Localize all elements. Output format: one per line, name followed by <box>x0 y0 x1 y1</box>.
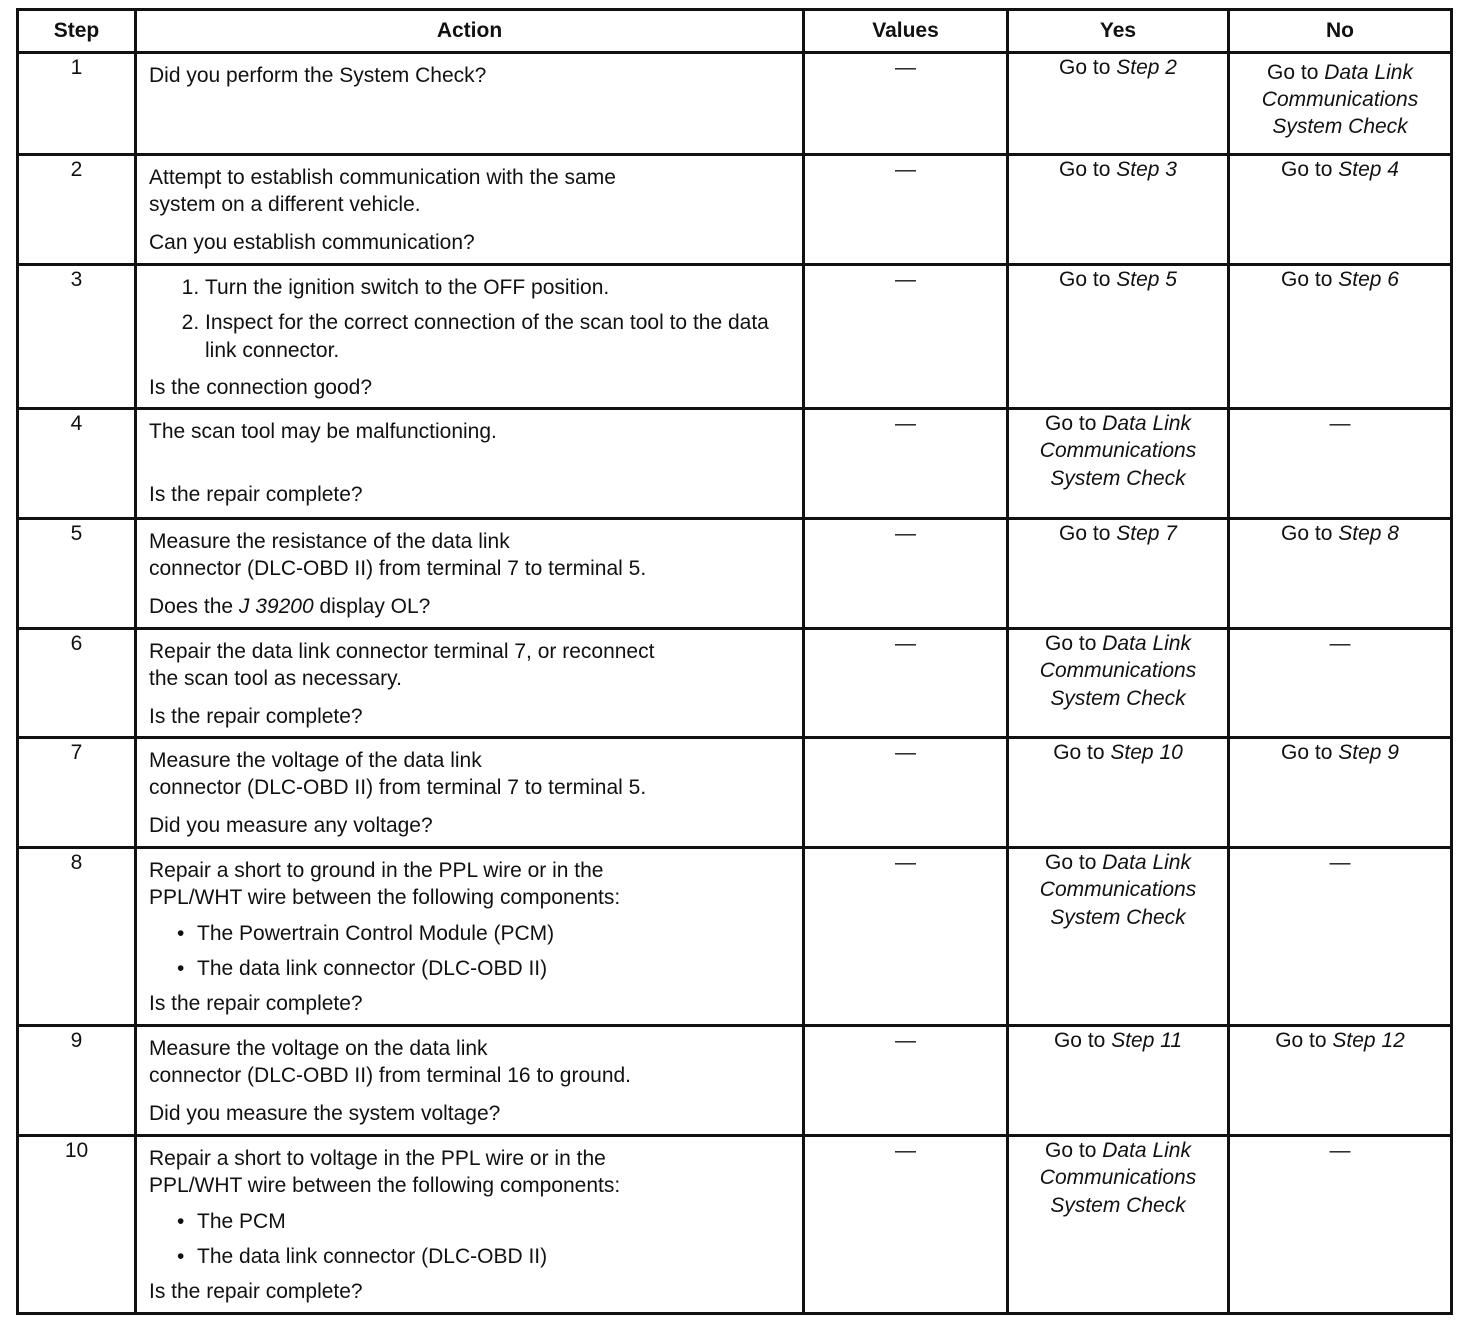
bullet-list <box>149 1208 790 1271</box>
table-row <box>18 738 1452 848</box>
action-cell <box>136 265 804 409</box>
yes-cell <box>1008 1026 1229 1136</box>
go-to-label: Go to <box>1045 1139 1097 1163</box>
no-cell <box>1229 738 1452 848</box>
yes-target: Step 10 <box>1110 741 1183 765</box>
go-to-label: Go to <box>1059 522 1111 546</box>
go-to-label: Go to <box>1275 1029 1327 1053</box>
step-number: 10 <box>18 1136 136 1313</box>
action-text: Measure the voltage on the data link connector (DLC-OBD II) from terminal 16 to ground. <box>149 1037 632 1088</box>
yes-cell <box>1008 265 1229 409</box>
values-cell: — <box>804 519 1008 629</box>
action-cell <box>136 848 804 1026</box>
yes-cell <box>1008 409 1229 519</box>
table-row <box>18 848 1452 1026</box>
step-number: 5 <box>18 519 136 629</box>
question-pre: Does the <box>149 594 239 618</box>
no-cell <box>1229 155 1452 265</box>
action-text: Measure the resistance of the data link connector (DLC-OBD II) from terminal 7 to terminal 5. <box>149 530 647 581</box>
step-number: 2 <box>18 155 136 265</box>
no-cell: — <box>1229 1136 1452 1313</box>
action-question <box>149 593 790 620</box>
go-to-label: Go to <box>1045 412 1097 436</box>
no-cell <box>1229 265 1452 409</box>
header-yes: Yes <box>1008 10 1229 53</box>
yes-target: Step 7 <box>1116 522 1177 546</box>
action-cell <box>136 738 804 848</box>
table-row <box>18 519 1452 629</box>
no-cell <box>1229 1026 1452 1136</box>
action-text: Measure the voltage of the data link connector (DLC-OBD II) from terminal 7 to terminal 5. <box>149 749 647 800</box>
action-text: Attempt to establish communication with the same system on a different vehicle. <box>149 166 616 217</box>
go-to-label: Go to <box>1045 851 1097 875</box>
table-row <box>18 155 1452 265</box>
values-cell: — <box>804 848 1008 1026</box>
action-question: Did you measure any voltage? <box>149 813 433 837</box>
yes-cell <box>1008 155 1229 265</box>
bullet-list <box>149 920 790 983</box>
go-to-label: Go to <box>1281 158 1333 181</box>
step-number: 1 <box>18 53 136 155</box>
yes-target: Step 11 <box>1111 1029 1183 1053</box>
no-cell: — <box>1229 409 1452 519</box>
yes-cell <box>1008 519 1229 629</box>
yes-cell <box>1008 629 1229 738</box>
action-question: Is the repair complete? <box>149 992 363 1016</box>
go-to-label: Go to <box>1267 60 1319 84</box>
step-number: 9 <box>18 1026 136 1136</box>
header-step: Step <box>18 10 136 53</box>
values-cell: — <box>804 629 1008 738</box>
action-text: Repair a short to voltage in the PPL wire or in the PPL/WHT wire between the following components: <box>149 1147 621 1198</box>
action-text: The scan tool may be malfunctioning. <box>149 420 497 444</box>
yes-target: Step 3 <box>1116 158 1177 181</box>
list-item: • The data link connector (DLC-OBD II) <box>197 1243 790 1270</box>
no-cell: — <box>1229 629 1452 738</box>
action-text: Repair the data link connector terminal 7, or reconnect the scan tool as necessary. <box>149 640 655 691</box>
action-cell <box>136 53 804 155</box>
list-item: 1. Turn the ignition switch to the OFF position. <box>205 274 790 301</box>
table-row <box>18 629 1452 738</box>
header-values: Values <box>804 10 1008 53</box>
no-target: Step 8 <box>1338 522 1399 546</box>
yes-cell <box>1008 53 1229 155</box>
yes-cell <box>1008 1136 1229 1313</box>
step-number: 7 <box>18 738 136 848</box>
action-question: Is the repair complete? <box>149 704 363 728</box>
go-to-label: Go to <box>1281 522 1333 546</box>
yes-target: Data Link Communications System Check <box>1039 632 1197 710</box>
list-item: 2. Inspect for the correct connection of the scan tool to the data link connector. <box>205 309 790 364</box>
no-target: Step 6 <box>1338 268 1399 291</box>
values-cell: — <box>804 409 1008 519</box>
yes-target: Data Link Communications System Check <box>1039 1139 1197 1217</box>
step-number: 6 <box>18 629 136 738</box>
tool-reference: J 39200 <box>238 594 314 618</box>
no-cell <box>1229 519 1452 629</box>
action-text: Did you perform the System Check? <box>149 64 487 87</box>
no-cell: — <box>1229 848 1452 1026</box>
action-question: Is the repair complete? <box>149 1280 363 1304</box>
values-cell: — <box>804 53 1008 155</box>
action-cell <box>136 519 804 629</box>
question-post: display OL? <box>313 594 431 618</box>
values-cell: — <box>804 155 1008 265</box>
table-row <box>18 1026 1452 1136</box>
action-question: Is the connection good? <box>149 375 373 399</box>
go-to-label: Go to <box>1045 632 1097 656</box>
table-row <box>18 53 1452 155</box>
list-item: • The Powertrain Control Module (PCM) <box>197 920 790 947</box>
no-cell <box>1229 53 1452 155</box>
yes-target: Step 2 <box>1116 56 1177 79</box>
numbered-list <box>149 274 790 364</box>
yes-target: Data Link Communications System Check <box>1039 851 1197 929</box>
action-question: Did you measure the system voltage? <box>149 1101 501 1125</box>
header-action: Action <box>136 10 804 53</box>
go-to-label: Go to <box>1281 268 1333 291</box>
action-question: Can you establish communication? <box>149 230 475 254</box>
values-cell: — <box>804 265 1008 409</box>
header-row <box>18 10 1452 53</box>
yes-target: Data Link Communications System Check <box>1039 412 1197 490</box>
header-no: No <box>1229 10 1452 53</box>
action-text: Repair a short to ground in the PPL wire or in the PPL/WHT wire between the following components: <box>149 859 621 910</box>
diagnostic-table <box>16 8 1453 1315</box>
yes-cell <box>1008 738 1229 848</box>
action-cell <box>136 629 804 738</box>
values-cell: — <box>804 1136 1008 1313</box>
go-to-label: Go to <box>1059 158 1111 181</box>
values-cell: — <box>804 1026 1008 1136</box>
action-cell <box>136 1026 804 1136</box>
no-target: Step 9 <box>1338 741 1399 765</box>
yes-target: Step 5 <box>1116 268 1177 291</box>
go-to-label: Go to <box>1059 56 1111 79</box>
no-target: Step 4 <box>1338 158 1399 181</box>
no-target: Data Link Communications System Check <box>1261 60 1419 139</box>
action-cell <box>136 409 804 519</box>
no-target: Step 12 <box>1332 1029 1405 1053</box>
go-to-label: Go to <box>1059 268 1111 291</box>
table-row <box>18 265 1452 409</box>
list-item: • The PCM <box>197 1208 790 1235</box>
values-cell: — <box>804 738 1008 848</box>
step-number: 3 <box>18 265 136 409</box>
yes-cell <box>1008 848 1229 1026</box>
table-row <box>18 409 1452 519</box>
table-row <box>18 1136 1452 1313</box>
list-item: • The data link connector (DLC-OBD II) <box>197 955 790 982</box>
go-to-label: Go to <box>1281 741 1333 765</box>
action-cell <box>136 155 804 265</box>
step-number: 4 <box>18 409 136 519</box>
action-cell <box>136 1136 804 1313</box>
action-question: Is the repair complete? <box>149 483 363 507</box>
go-to-label: Go to <box>1053 1029 1106 1053</box>
step-number: 8 <box>18 848 136 1026</box>
go-to-label: Go to <box>1053 741 1105 765</box>
